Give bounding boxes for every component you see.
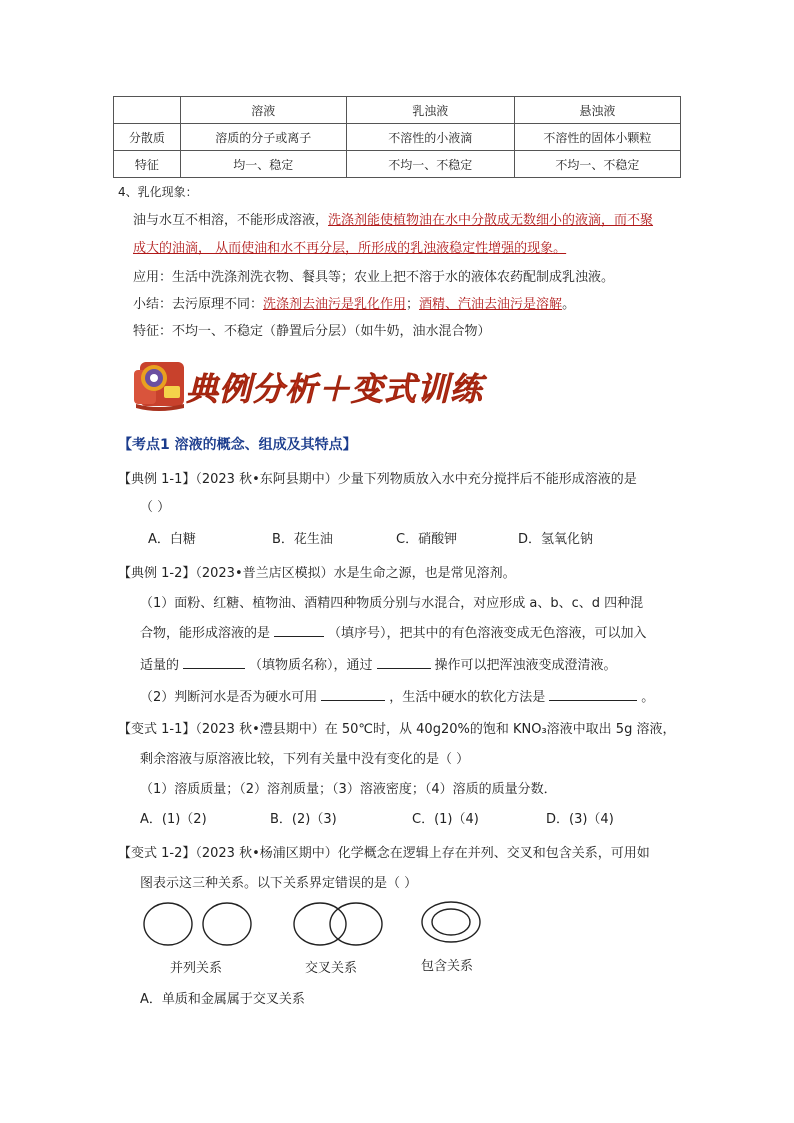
- banner-icon: [128, 356, 192, 412]
- emulsion-paragraph-line1: [133, 209, 653, 228]
- section-title: 4、乳化现象：: [118, 185, 198, 199]
- parallel-circle-right: [203, 903, 251, 945]
- text: 小结：去污原理不同：: [133, 297, 264, 312]
- table-cell: 乳浊液: [346, 97, 514, 124]
- option-c: C．(1)（4): [412, 812, 479, 827]
- option-d: D．氢氧化钠: [518, 532, 594, 547]
- highlight-text: 洗涤剂去油污是乳化作用: [263, 297, 407, 312]
- text: 适量的: [140, 658, 180, 673]
- table-row: [114, 151, 681, 178]
- option-c: C．硝酸钾: [396, 532, 458, 547]
- text: 操作可以把浑浊液变成澄清液。: [434, 658, 617, 673]
- question-part: [140, 654, 617, 673]
- table-cell: 均一、稳定: [180, 151, 346, 178]
- question-part: [140, 622, 647, 641]
- answer-blank[interactable]: [183, 654, 245, 669]
- table-cell: 溶液: [180, 97, 346, 124]
- answer-paren: （ ）: [140, 500, 171, 515]
- question-stem: 【典例 1-1】（2023 秋•东阿县期中）少量下列物质放入水中充分搅拌后不能形成溶液的是: [118, 472, 637, 487]
- caption-cross: 交叉关系: [305, 961, 358, 976]
- application-line: 应用：生活中洗涤剂洗衣物、餐具等；农业上把不溶于水的液体农药配制成乳浊液。: [133, 270, 615, 285]
- question-part: （1）溶质质量；（2）溶剂质量；（3）溶液密度；（4）溶质的质量分数．: [140, 782, 557, 797]
- cross-circle-right: [330, 903, 382, 945]
- option-a: A．白糖: [148, 532, 196, 547]
- option-a: A．单质和金属属于交叉关系: [140, 992, 305, 1007]
- dispersion-comparison-table: [113, 96, 681, 178]
- text: （2）判断河水是否为硬水可用: [140, 690, 318, 705]
- highlight-text: 成大的油滴， 从而使油和水不再分层，所形成的乳浊液稳定性增强的现象。: [133, 241, 567, 256]
- text: 。: [641, 690, 655, 705]
- topic-heading: 【考点1 溶液的概念、组成及其特点】: [118, 437, 357, 453]
- question-stem: 【变式 1-1】（2023 秋•澧县期中）在 50℃时，从 40g20%的饱和 KNO₃溶液中取出 5g 溶液，: [118, 722, 676, 737]
- contain-circle-inner: [432, 909, 470, 935]
- table-row: [114, 97, 681, 124]
- text: 油与水互不相溶，不能形成溶液，: [133, 213, 329, 228]
- highlight-text: 酒精、汽油去油污是溶解: [419, 297, 563, 312]
- option-b: B．(2)（3): [270, 812, 337, 827]
- option-a: A．(1)（2): [140, 812, 207, 827]
- text: ，生活中硬水的软化方法是: [389, 690, 546, 705]
- caption-parallel: 并列关系: [170, 961, 223, 976]
- feature-line: 特征：不均一、不稳定（静置后分层）（如牛奶，油水混合物）: [133, 324, 491, 339]
- answer-blank[interactable]: [549, 686, 637, 701]
- relationship-diagram: [130, 896, 490, 958]
- question-stem: 【变式 1-2】（2023 秋•杨浦区期中）化学概念在逻辑上存在并列、交叉和包含关系，可用如: [118, 846, 650, 861]
- contain-circle-outer: [422, 902, 480, 942]
- table-cell: 分散质: [114, 124, 181, 151]
- answer-blank[interactable]: [274, 622, 324, 637]
- question-stem: 【典例 1-2】（2023•普兰店区模拟）水是生命之源，也是常见溶剂。: [118, 566, 516, 581]
- text: 合物，能形成溶液的是: [140, 626, 271, 641]
- text: 。: [562, 297, 576, 312]
- highlight-text: 洗涤剂能使植物油在水中分散成无数细小的液滴，而不聚: [328, 213, 654, 228]
- caption-contain: 包含关系: [421, 959, 474, 974]
- question-stem-cont: 图表示这三种关系。以下关系界定错误的是（ ）: [140, 876, 418, 891]
- question-part: [140, 686, 654, 705]
- question-part: （1）面粉、红糖、植物油、酒精四种物质分别与水混合，对应形成 a、b、c、d 四种混: [140, 596, 644, 611]
- question-stem-cont: 剩余溶液与原溶液比较，下列有关量中没有变化的是（ ）: [140, 752, 470, 767]
- table-cell: 不溶性的固体小颗粒: [514, 124, 680, 151]
- table-row: [114, 124, 681, 151]
- emulsion-paragraph-line2: [133, 237, 566, 256]
- table-cell: 不均一、不稳定: [514, 151, 680, 178]
- table-cell: 特征: [114, 151, 181, 178]
- section-banner-title: 典例分析＋变式训练: [186, 370, 484, 408]
- table-cell: 溶质的分子或离子: [180, 124, 346, 151]
- table-cell: 不均一、不稳定: [346, 151, 514, 178]
- table-cell: 不溶性的小液滴: [346, 124, 514, 151]
- answer-blank[interactable]: [321, 686, 385, 701]
- text: ；: [406, 297, 420, 312]
- summary-line: [133, 293, 575, 312]
- option-d: D．(3)（4): [546, 812, 614, 827]
- answer-blank[interactable]: [377, 654, 431, 669]
- option-b: B．花生油: [272, 532, 333, 547]
- text: （填物质名称），通过: [249, 658, 373, 673]
- parallel-circle-left: [144, 903, 192, 945]
- table-cell: [114, 97, 181, 124]
- text: （填序号），把其中的有色溶液变成无色溶液，可以加入: [328, 626, 647, 641]
- table-cell: 悬浊液: [514, 97, 680, 124]
